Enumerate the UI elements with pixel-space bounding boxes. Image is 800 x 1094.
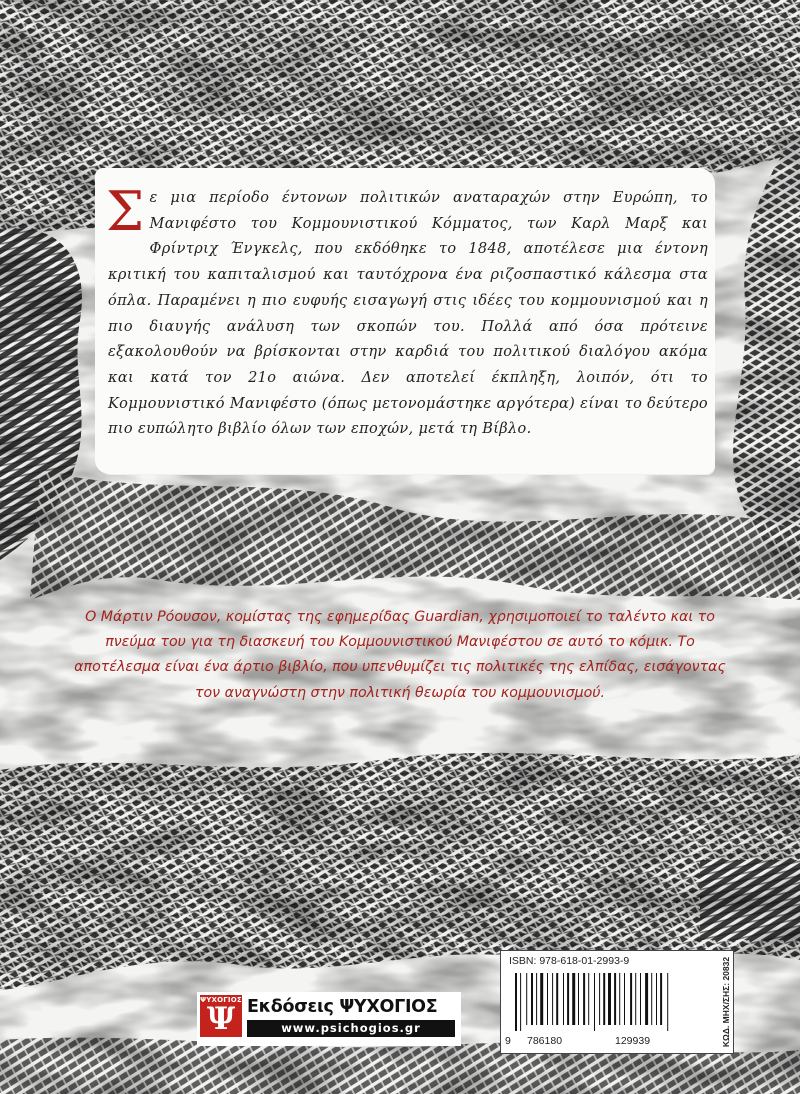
publisher-url: www.psichogios.gr (247, 1020, 455, 1037)
barcode-digits-right: 129939 (615, 1035, 651, 1047)
blurb-text (106, 180, 708, 468)
isbn-label: ISBN: 978-618-01-2993-9 (509, 955, 630, 967)
barcode-icon (513, 973, 709, 1031)
dropcap: Σ (106, 180, 145, 243)
review-text: Ο Μάρτιν Ρόουσον, κομίστας της εφημερίδας Guardian, χρησιμοποιεί το ταλέντο και το πνεύμα του για τη διασκευή του Κομμουνιστικού Μανιφέστου σε αυτό το κόμικ. Το αποτέλεσμα είναι ένα άρτιο βιβλίο, που υπενθυμίζει τις πολιτικές της ελπίδας, εισάγοντας τον αναγνώστη στην πολιτική θεωρία του κομμουνισμού. (74, 609, 726, 701)
psi-logo-icon: ΨΥΧΟΓΙΟΣ Ψ (200, 996, 242, 1037)
newspaper-name: Guardian (414, 609, 480, 625)
publisher-logo (197, 992, 461, 1046)
barcode-digits-left: 786180 (527, 1035, 563, 1047)
blurb-body: ε μια περίοδο έντονων πολιτικών αναταραχών στην Ευρώπη, το Μανιφέστο του Κομμουνιστικού Κόμματος, των Καρλ Μαρξ και Φρίντριχ Ένγκελς, που εκδόθηκε το 1848, αποτέλεσε μια έντονη κριτική του καπιταλισμού και ταυτόχρονα ένα ριζοσπαστικό κάλεσμα στα όπλα. Παραμένει η πιο ευφυής εισαγωγή στις ιδέες του κομμουνισμού και η πιο διαυγής ανάλυση των σκοπών του. Πολλά από όσα πρότεινε εξακολουθούν να βρίσκονται στην καρδιά του πολιτικού διαλόγου ακόμα και κατά τον 21ο αιώνα. Δεν αποτελεί έκπληξη, λοιπόν, ότι το Κομμουνιστικό Μανιφέστο (όπως μετονομάστηκε αργότερα) είναι το δεύτερο πιο ευπώλητο βιβλίο όλων των εποχών, μετά τη Βίβλο. (108, 190, 708, 438)
publisher-name: Εκδόσεις ΨΥΧΟΓΙΟΣ (247, 997, 438, 1017)
isbn-barcode-box (500, 950, 734, 1054)
product-code: ΚΩΔ. ΜΗΧ/ΣΗΣ: 20832 (721, 956, 731, 1048)
barcode-digit-first: 9 (505, 1035, 511, 1047)
